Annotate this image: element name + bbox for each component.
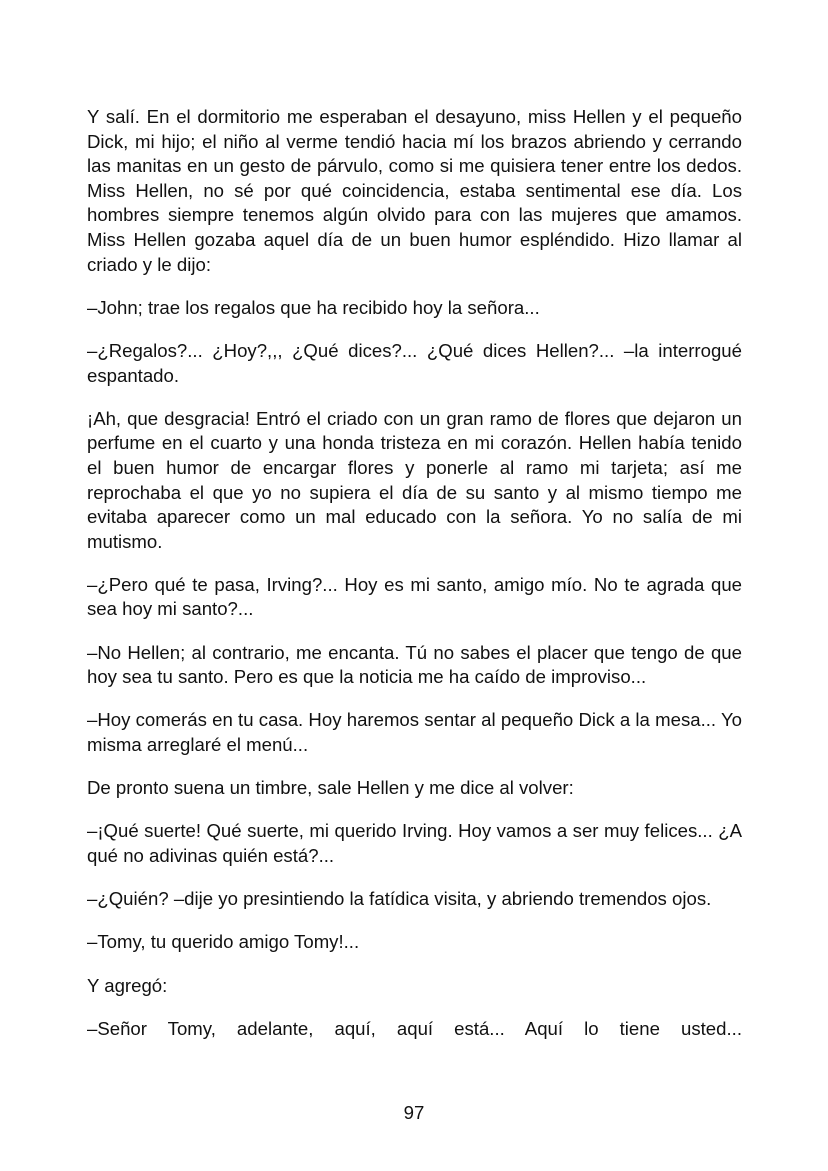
paragraph: De pronto suena un timbre, sale Hellen y me dice al volver: — [87, 777, 574, 799]
paragraph: –¿Quién? –dije yo presintiendo la fatídica visita, y abriendo tremendos ojos. — [87, 888, 712, 910]
text-body — [87, 105, 742, 1060]
page-number: 97 — [403, 1102, 425, 1123]
paragraph: –No Hellen; al contrario, me encanta. Tú no sabes el placer que tengo de que hoy sea tu santo. Pero es que la noticia me ha caído de improviso... — [87, 641, 742, 688]
paragraph: Y agregó: — [87, 974, 168, 996]
paragraph: –¿Regalos?... ¿Hoy?,,, ¿Qué dices?... ¿Qué dices Hellen?... –la interrogué espantado. — [87, 339, 742, 386]
paragraph: –Tomy, tu querido amigo Tomy!... — [87, 931, 360, 953]
paragraph: –Señor Tomy, adelante, aquí, aquí está... Aquí lo tiene usted... — [87, 1017, 742, 1039]
paragraph: –Hoy comerás en tu casa. Hoy haremos sentar al pequeño Dick a la mesa... Yo misma arreglaré el menú... — [87, 709, 742, 756]
paragraph: ¡Ah, que desgracia! Entró el criado con un gran ramo de flores que dejaron un perfume en el cuarto y una honda tristeza en mi corazón. Hellen había tenido el buen humor de encargar flores y ponerle al ramo mi tarjeta; así me reprochaba el que yo no supiera el día de su santo y al mismo tiempo me evitaba aparecer como un mal educado con la señora. Yo no salía de mi mutismo. — [87, 407, 742, 552]
paragraph: Y salí. En el dormitorio me esperaban el desayuno, miss Hellen y el pequeño Dick, mi hijo; el niño al verme tendió hacia mí los brazos abriendo y cerrando las manitas en un gesto de párvulo, como si me quisiera tener entre los dedos. Miss Hellen, no sé por qué coincidencia, estaba sentimental ese día. Los hombres siempre tenemos algún olvido para con las mujeres que amamos. Miss Hellen gozaba aquel día de un buen humor espléndido. Hizo llamar al criado y le dijo: — [87, 106, 742, 275]
paragraph: –John; trae los regalos que ha recibido hoy la señora... — [87, 296, 540, 318]
paragraph: –¡Qué suerte! Qué suerte, mi querido Irving. Hoy vamos a ser muy felices... ¿A qué no adivinas quién está?... — [87, 820, 742, 866]
paragraph: –¿Pero qué te pasa, Irving?... Hoy es mi santo, amigo mío. No te agrada que sea hoy mi santo?... — [87, 573, 742, 620]
